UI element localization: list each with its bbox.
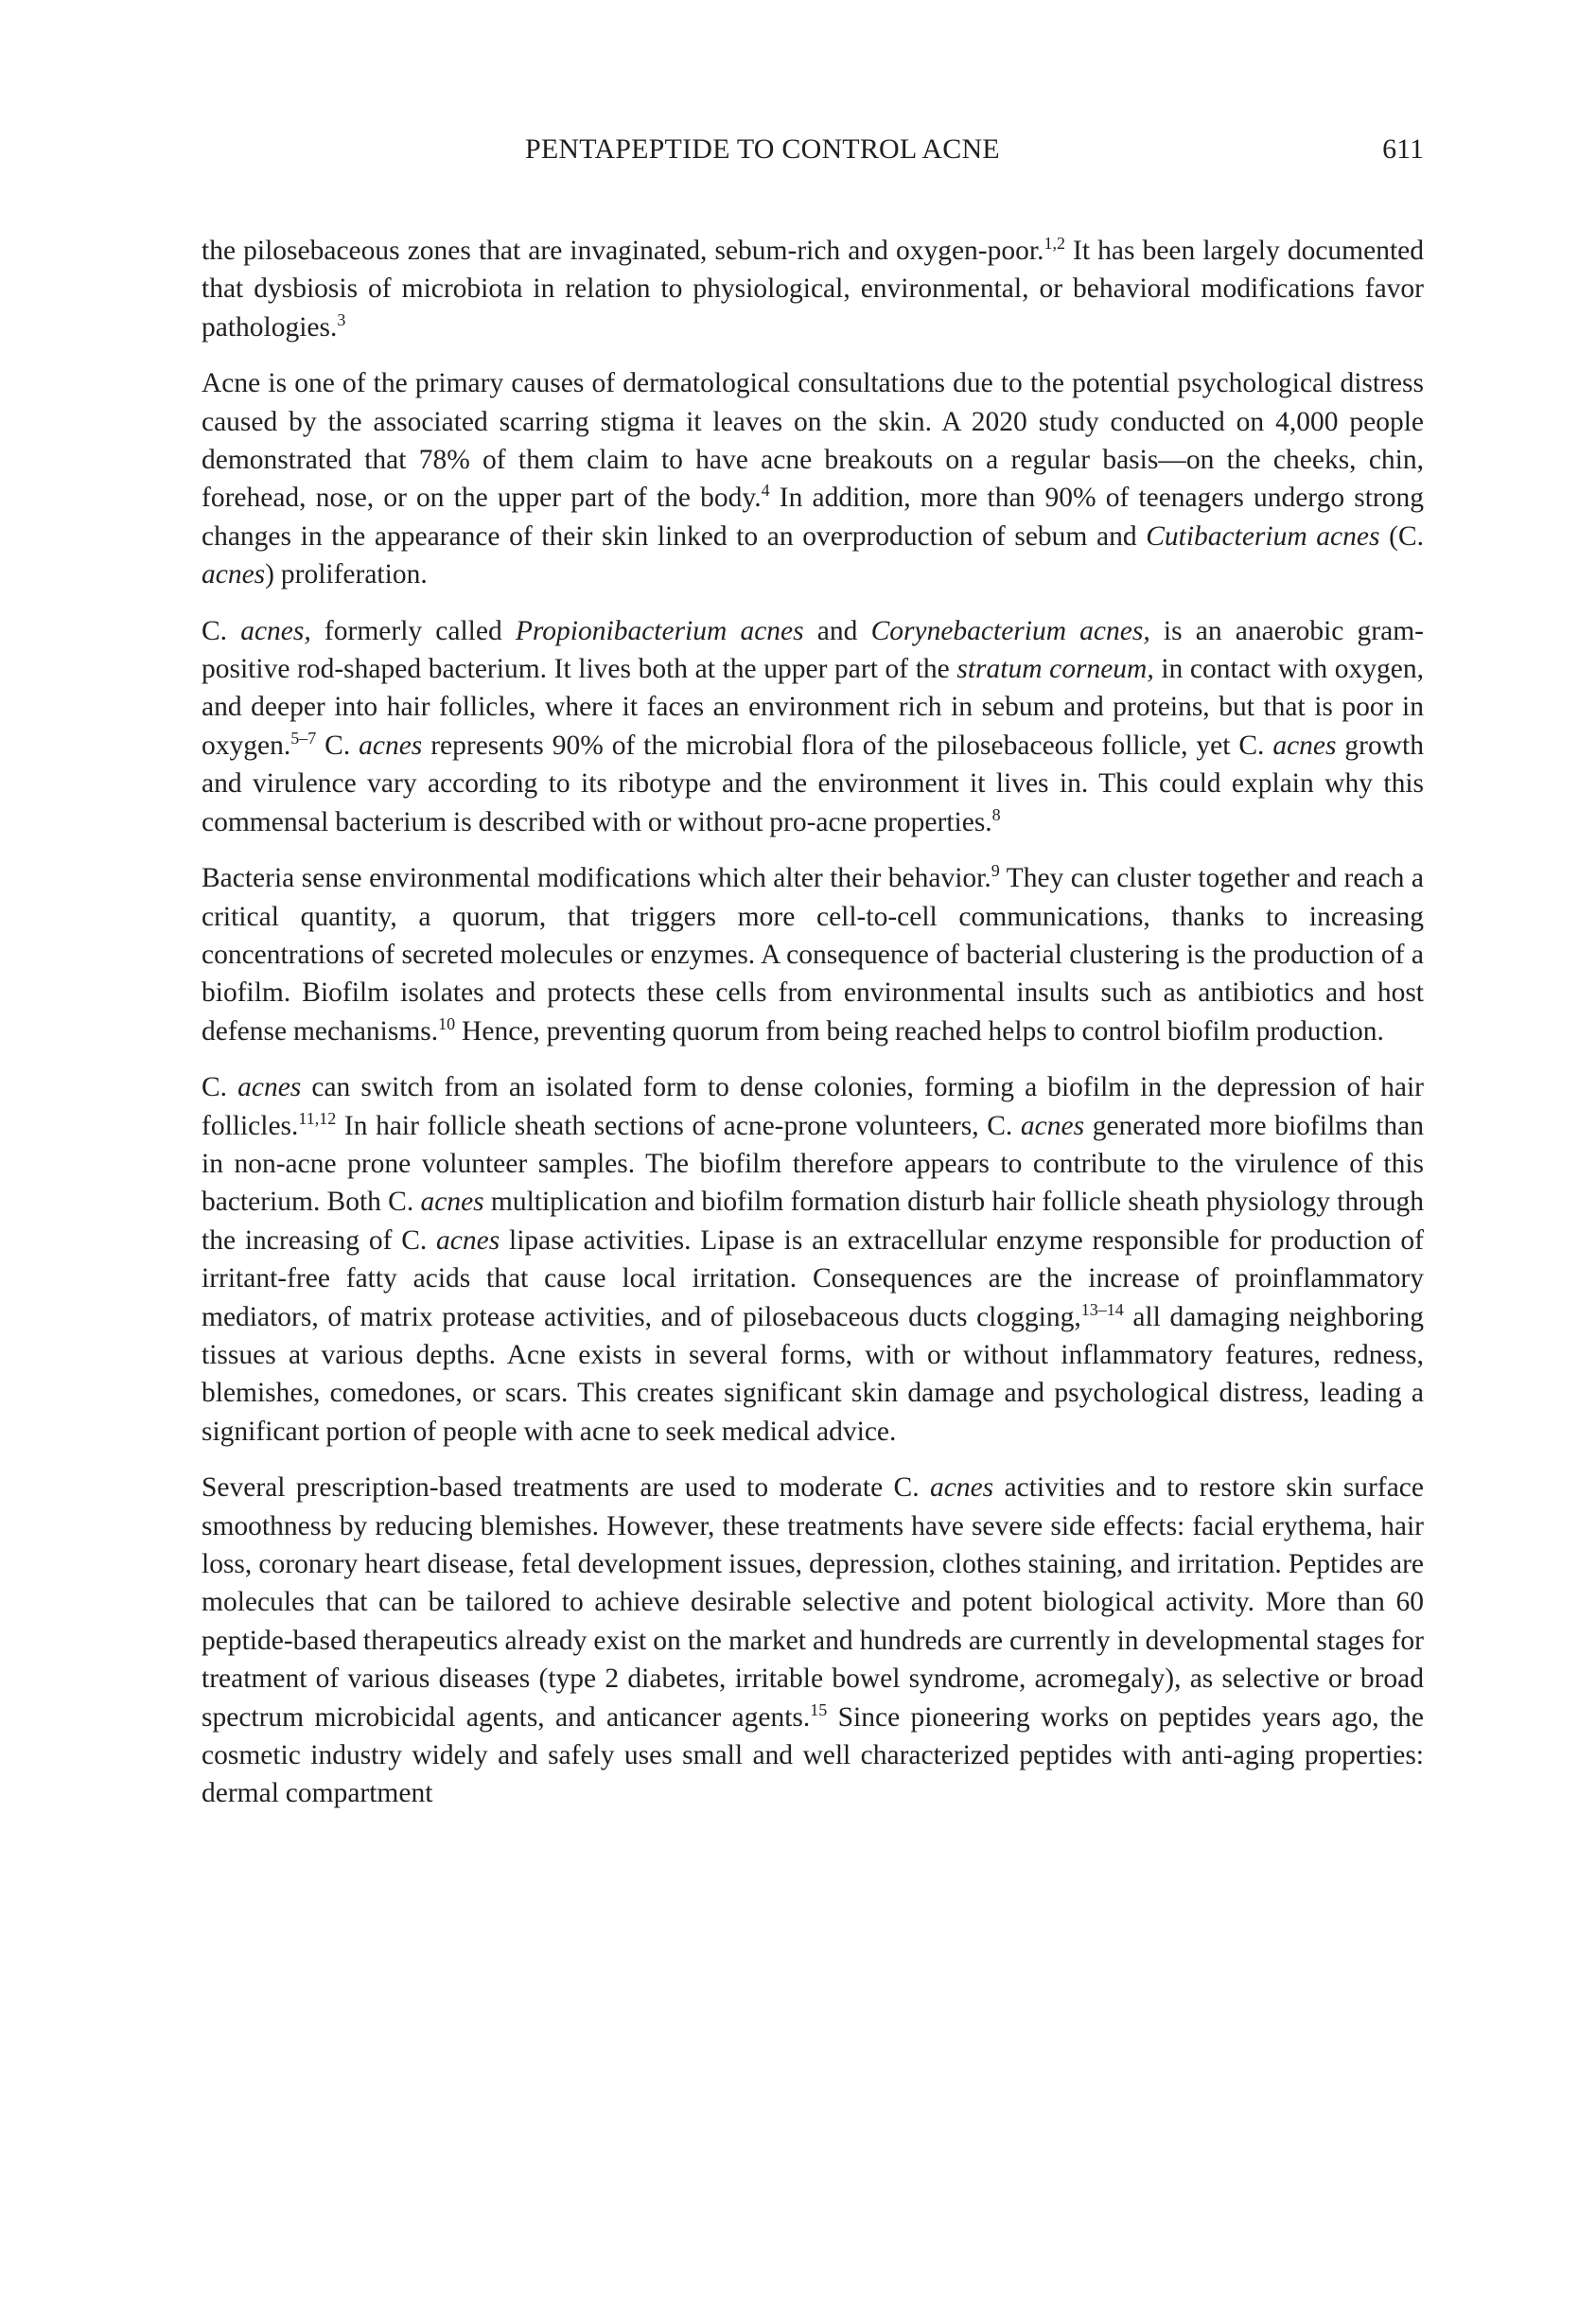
italic-term: Corynebacterium acnes,: [870, 615, 1150, 646]
paragraph-c-acnes-description: [202, 612, 1424, 841]
text-run: In addition, more than 90% of teenagers undergo strong changes in the appearance of their skin linked to an overproduction of sebum and: [202, 483, 1424, 552]
citation-superscript: 3: [337, 309, 346, 329]
text-run: activities and to restore skin surface smoothness by reducing blemishes. However, these treatments have severe side effects: facial erythema, hair loss, coronary heart disease, fetal development issues, depression, clothes staining, and irritation. Peptides are molecules that can be tailored to achieve desirable selective and potent biological activity. More than 60 peptide-based therapeutics already exist on the market and hundreds are currently in developmental stages for treatment of various diseases (type 2 diabetes, irritable bowel syndrome, acromegaly), as selective or broad spectrum microbicidal agents, and anticancer agents.: [202, 1472, 1424, 1733]
text-run: represents 90% of the microbial flora of the pilosebaceous follicle, yet C.: [422, 730, 1273, 761]
body-text: [202, 232, 1424, 1813]
text-run: Since pioneering works on peptides years ago, the cosmetic industry widely and safely uses small and well characterized peptides with anti-aging properties: dermal compartment: [202, 1701, 1424, 1809]
text-run: Acne is one of the primary causes of dermatological consultations due to the potential psychological distress caused by the associated scarring stigma it leaves on the skin. A 2020 study conducted on 4,000 people demonstrated that 78% of them claim to have acne breakouts on a regular basis—on the cheeks, chin, forehead, nose, or on the upper part of the body.: [202, 368, 1424, 514]
text-run: Hence, preventing quorum from being reached helps to control biofilm production.: [455, 1015, 1384, 1047]
running-title: PENTAPEPTIDE TO CONTROL ACNE: [525, 133, 1000, 165]
text-run: generated more biofilms than in non-acne prone volunteer samples. The biofilm therefore appears to contribute to the virulence of this bacterium. Both C.: [202, 1110, 1424, 1218]
text-run: multiplication and biofilm formation disturb hair follicle sheath physiology through the increasing of C.: [202, 1187, 1424, 1256]
italic-term: acnes: [237, 1072, 302, 1103]
text-run: all damaging neighboring tissues at various depths. Acne exists in several forms, with or without inflammatory features, redness, blemishes, comedones, or scars. This creates significant skin damage and psychological distress, leading a significant portion of people with acne to seek medical advice.: [202, 1301, 1424, 1447]
italic-term: acnes,: [240, 615, 311, 646]
text-run: C.: [1397, 520, 1424, 552]
citation-superscript: 9: [991, 861, 1000, 881]
citation-superscript: 11,12: [298, 1108, 337, 1128]
text-run: C.: [202, 1072, 238, 1103]
citation-superscript: 5–7: [290, 728, 317, 748]
text-run: C.: [202, 615, 241, 646]
paragraph-treatments-peptides: [202, 1469, 1424, 1813]
text-run: is an anaerobic gram-positive rod-shaped bacterium. It lives both at the upper part of the: [202, 615, 1424, 685]
paragraph-quorum-sensing: [202, 859, 1424, 1050]
text-run: formerly called: [310, 615, 516, 646]
text-run: ) proliferation.: [265, 559, 428, 590]
text-run: and: [803, 615, 871, 646]
text-run: the pilosebaceous zones that are invaginated, sebum-rich and oxygen-poor.: [202, 236, 1044, 266]
italic-term: acnes: [420, 1187, 484, 1218]
italic-term: acnes: [1272, 730, 1337, 761]
citation-superscript: 1,2: [1044, 234, 1065, 253]
citation-superscript: 15: [810, 1699, 828, 1719]
text-run: In hair follicle sheath sections of acne-prone volunteers, C.: [336, 1110, 1021, 1141]
italic-term: acnes: [1020, 1110, 1085, 1141]
paragraph-biofilm-virulence: [202, 1068, 1424, 1451]
paragraph-microbiota-dysbiosis: [202, 232, 1424, 346]
text-run: Several prescription-based treatments are used to moderate C.: [202, 1472, 930, 1504]
citation-superscript: 8: [991, 804, 1001, 824]
italic-term: acnes: [359, 730, 423, 761]
text-run: It has been largely documented that dysbiosis of microbiota in relation to physiological, environmental, or behavioral modifications favor pathologies.: [202, 236, 1424, 343]
paragraph-acne-prevalence: [202, 364, 1424, 593]
text-run: Bacteria sense environmental modifications which alter their behavior.: [202, 863, 991, 894]
page-number: 611: [1382, 133, 1424, 165]
italic-term: acnes: [202, 559, 266, 590]
text-run: C.: [316, 730, 360, 761]
page-header: [202, 131, 1424, 168]
text-run: lipase activities. Lipase is an extracellular enzyme responsible for production of irritant-free fatty acids that cause local irritation. Consequences are the increase of proinflammatory mediators, of matrix protease activities, and of pilosebaceous ducts clogging,: [202, 1224, 1424, 1332]
italic-term: Cutibacterium acnes: [1146, 520, 1380, 552]
italic-term: Propionibacterium acnes: [515, 615, 804, 646]
text-run: can switch from an isolated form to dense colonies, forming a biofilm in the depression of hair follicles.: [202, 1072, 1424, 1141]
text-run: (: [1379, 520, 1398, 552]
italic-term: acnes: [929, 1472, 994, 1504]
text-run: They can cluster together and reach a critical quantity, a quorum, that triggers more cell-to-cell communications, thanks to increasing concentrations of secreted molecules or enzymes. A consequence of bacterial clustering is the production of a biofilm. Biofilm isolates and protects these cells from environmental insults such as antibiotics and host defense mechanisms.: [202, 863, 1424, 1047]
italic-term: acnes: [436, 1224, 500, 1256]
italic-term: stratum corneum,: [956, 654, 1154, 685]
citation-superscript: 4: [761, 481, 770, 501]
citation-superscript: 10: [438, 1013, 456, 1033]
citation-superscript: 13–14: [1080, 1299, 1124, 1319]
text-run: growth and virulence vary according to its ribotype and the environment it lives in. This could explain why this commensal bacterium is described with or without pro-acne properties.: [202, 730, 1424, 837]
text-run: in contact with oxygen, and deeper into hair follicles, where it faces an environment rich in sebum and proteins, but that is poor in oxygen.: [202, 654, 1424, 761]
